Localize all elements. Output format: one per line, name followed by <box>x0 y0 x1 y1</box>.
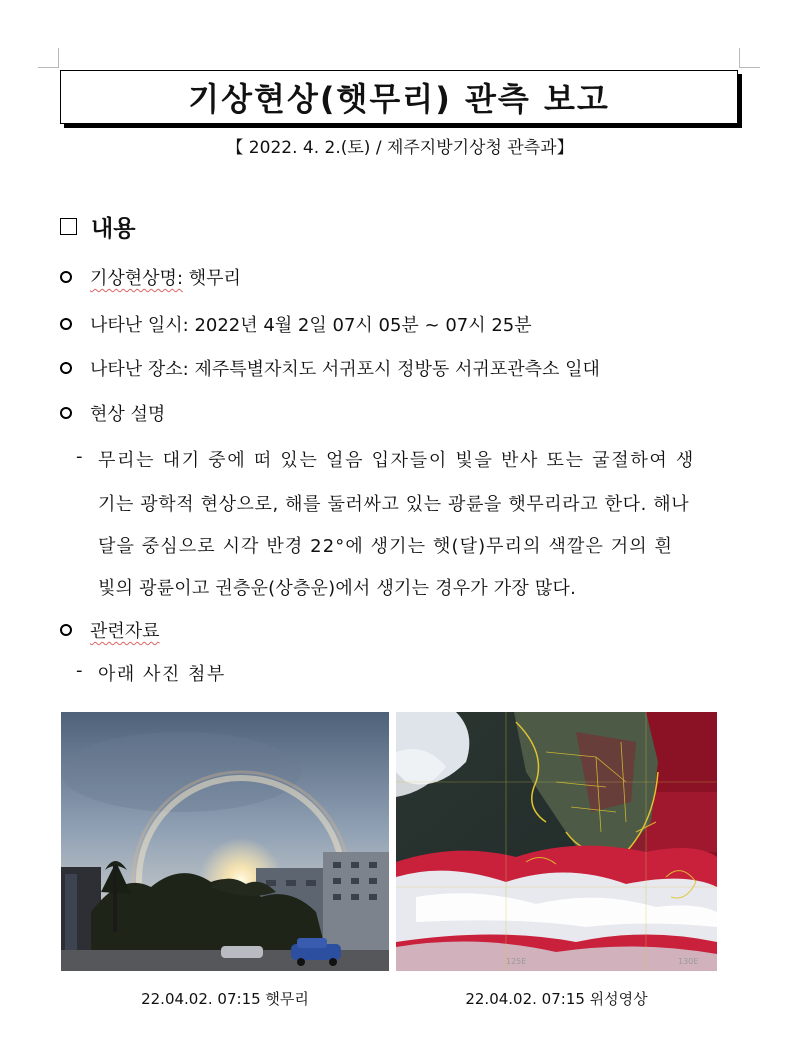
description-line-4: 빛의 광륜이고 권층운(상층운)에서 생기는 경우가 가장 많다. <box>98 578 577 599</box>
crop-mark-left-v <box>58 48 59 68</box>
place-text: 나타난 장소: 제주특별자치도 서귀포시 정방동 서귀포관측소 일대 <box>90 359 600 380</box>
section-heading <box>60 210 135 243</box>
satellite-lon-label-2: 130E <box>678 957 699 966</box>
description-line-3: 달을 중심으로 시각 반경 22°에 생기는 햇(달)무리의 색깔은 거의 흰 <box>98 536 674 557</box>
description-line-1: 무리는 대기 중에 떠 있는 얼음 입자들이 빛을 반사 또는 굴절하여 생 <box>98 450 696 471</box>
bullet-place <box>60 355 600 381</box>
circle-bullet-icon <box>60 624 72 636</box>
report-subtitle: 【 2022. 4. 2.(토) / 제주지방기상청 관측과】 <box>226 138 574 158</box>
report-title: 기상현상(햇무리) 관측 보고 <box>188 80 610 118</box>
circle-bullet-icon <box>60 362 72 374</box>
halo-photo-caption: 22.04.02. 07:15 햇무리 <box>141 990 309 1008</box>
circle-bullet-icon <box>60 271 72 283</box>
description-heading: 현상 설명 <box>90 404 166 425</box>
time-text: 나타난 일시: 2022년 4월 2일 07시 05분 ~ 07시 25분 <box>90 315 532 336</box>
satellite-lon-label-1: 125E <box>506 957 527 966</box>
description-line-2: 기는 광학적 현상으로, 해를 둘러싸고 있는 광륜을 햇무리라고 한다. 해나 <box>98 494 690 515</box>
attachment-dash: - <box>76 660 83 681</box>
crop-mark-right-h <box>740 67 760 68</box>
circle-bullet-icon <box>60 318 72 330</box>
satellite-photo-image <box>396 712 717 971</box>
related-heading: 관련자료 <box>90 621 160 642</box>
bullet-phenomenon-name <box>60 264 241 290</box>
bullet-time <box>60 311 532 337</box>
satellite-photo <box>396 712 717 971</box>
circle-bullet-icon <box>60 407 72 419</box>
bullet-description <box>60 400 165 426</box>
phenomenon-name-label: 기상현상명: <box>90 268 184 289</box>
square-icon <box>60 218 77 235</box>
crop-mark-left-h <box>38 67 58 68</box>
report-title-box <box>60 70 738 124</box>
crop-mark-right-v <box>739 48 740 68</box>
description-dash: - <box>76 446 83 467</box>
halo-photo <box>61 712 389 971</box>
halo-photo-image <box>61 712 389 971</box>
bullet-related <box>60 617 160 643</box>
phenomenon-name-value: 햇무리 <box>188 268 241 289</box>
section-label: 내용 <box>91 216 136 242</box>
satellite-photo-caption: 22.04.02. 07:15 위성영상 <box>465 990 648 1008</box>
attachment-text: 아래 사진 첨부 <box>98 664 226 685</box>
